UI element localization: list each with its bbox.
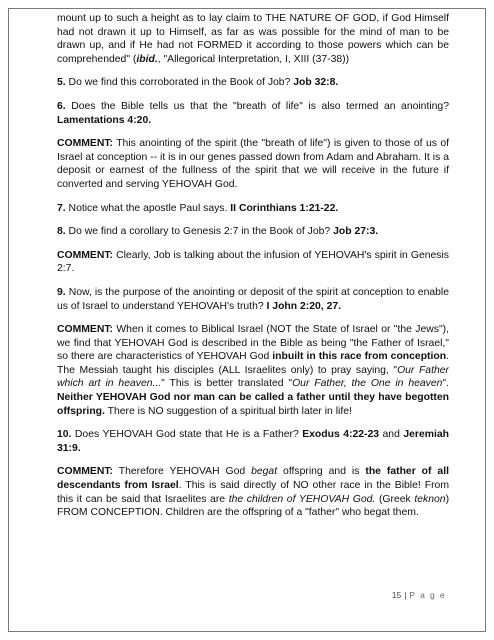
- text-run: .: [338, 300, 342, 312]
- comment-label: COMMENT:: [57, 249, 113, 261]
- text-run: Does the Bible tells us that the "breath of life" is also termed an anointing?: [65, 100, 449, 112]
- text-run: .: [335, 77, 339, 89]
- scripture-reference: Exodus 4:22-23: [302, 429, 380, 441]
- text-run: , "Allegorical Interpretation, I, XIII (37-38)): [157, 53, 350, 65]
- text-run: .: [77, 442, 81, 454]
- comment-label: COMMENT:: [57, 324, 113, 336]
- text-run: Do we find this corroborated in the Book of Job?: [65, 77, 294, 89]
- question-10: [57, 428, 449, 455]
- text-run: 5.: [57, 77, 66, 89]
- text-run: 6.: [57, 100, 66, 112]
- page-number: 15: [391, 590, 402, 600]
- scripture-reference: II Corinthians 1:21-22: [230, 202, 336, 214]
- comment-2: [57, 249, 449, 276]
- scripture-reference: Job 32:8: [293, 77, 336, 89]
- scripture-reference: I John 2:20, 27: [266, 300, 339, 312]
- text-run: Now, is the purpose of the anointing or deposit of the spirit at conception to enable us of Israel to understand YEHOVAH's truth?: [57, 286, 449, 312]
- text-run: ibid.: [136, 53, 158, 65]
- text-run: (Greek: [375, 493, 415, 505]
- comment-label: COMMENT:: [57, 466, 113, 478]
- text-run: When it comes to Biblical Israel (NOT the State of Israel or "the Jews"), we find that YEHOVAH God is described in the Bible as being "the Father of Israel," so there are characteristics of YEHOVAH God: [57, 324, 449, 363]
- text-run: the children of YEHOVAH God.: [228, 493, 376, 505]
- text-run: Does YEHOVAH God state that He is a Father?: [71, 429, 303, 441]
- text-run: Our Father, the One in heaven: [292, 378, 443, 390]
- comment-label: COMMENT:: [57, 138, 113, 150]
- text-run: offspring and is: [277, 466, 366, 478]
- question-6: [57, 100, 449, 127]
- text-run: Our Father which art in heaven...: [57, 364, 449, 390]
- text-run: .: [148, 114, 152, 126]
- text-run: " This is better translated ": [161, 378, 293, 390]
- comment-3: [57, 323, 449, 418]
- document-body: [57, 12, 449, 520]
- text-run: . The Messiah taught his disciples (ALL Israelites only) to pray saying, ": [57, 351, 449, 376]
- text-run: Do we find a corollary to Genesis 2:7 in the Book of Job?: [65, 226, 334, 238]
- text-run: There is NO suggestion of a spiritual birth later in life!: [104, 405, 352, 417]
- text-run: Neither YEHOVAH God nor man can be called a father until they have begotten offspring.: [57, 392, 449, 417]
- comment-4: [57, 465, 449, 519]
- text-run: Clearly, Job is talking about the infusion of YEHOVAH's spirit in Genesis 2:7.: [57, 249, 449, 275]
- page-footer: [0, 590, 446, 600]
- footer-separator: |: [404, 590, 407, 600]
- text-run: Therefore YEHOVAH God: [113, 466, 252, 478]
- page-label: P a g e: [409, 590, 446, 600]
- text-run: 8.: [57, 226, 66, 238]
- question-8: [57, 225, 449, 239]
- text-run: the father of all descendants from Israel: [57, 466, 449, 492]
- text-run: inbuilt in this race from conception: [272, 351, 447, 363]
- scripture-reference: Jeremiah 31:9: [57, 429, 449, 454]
- text-run: teknon: [414, 493, 446, 505]
- paragraph-quote-continuation: [57, 12, 449, 66]
- text-run: This anointing of the spirit (the "breath of life") is given to those of us of Israel at conception -- it is in our genes passed down from Adam and Abraham. It is a deposit or earnest of the fullness of the spirit that we will receive in the future if converted and serving YEHOVAH God.: [57, 138, 449, 190]
- comment-1: [57, 137, 449, 191]
- text-run: 7.: [57, 202, 66, 214]
- question-9: [57, 286, 449, 313]
- text-run: 10.: [57, 429, 72, 441]
- text-run: and: [379, 429, 404, 441]
- question-7: [57, 202, 449, 216]
- text-run: begat: [251, 466, 278, 478]
- question-5: [57, 76, 449, 90]
- text-run: . This is said directly of NO other race in the Bible! From this it can be said that Israelites are: [57, 480, 449, 505]
- scripture-reference: Lamentations 4:20: [57, 114, 149, 126]
- text-run: ) FROM CONCEPTION. Children are the offspring of a "father" who begat them.: [57, 493, 450, 519]
- text-run: .: [335, 202, 339, 214]
- text-run: ".: [442, 378, 449, 390]
- text-run: .: [375, 226, 379, 238]
- scripture-reference: Job 27:3: [333, 226, 376, 238]
- text-run: 9.: [57, 286, 66, 298]
- text-run: mount up to such a height as to lay claim to THE NATURE OF GOD, if God Himself had not drawn it up to Himself, as far as was possible for the mind of man to be drawn up, and if He had not FORMED it according to those powers which can be comprehended" (: [57, 13, 449, 65]
- text-run: Notice what the apostle Paul says.: [65, 202, 231, 214]
